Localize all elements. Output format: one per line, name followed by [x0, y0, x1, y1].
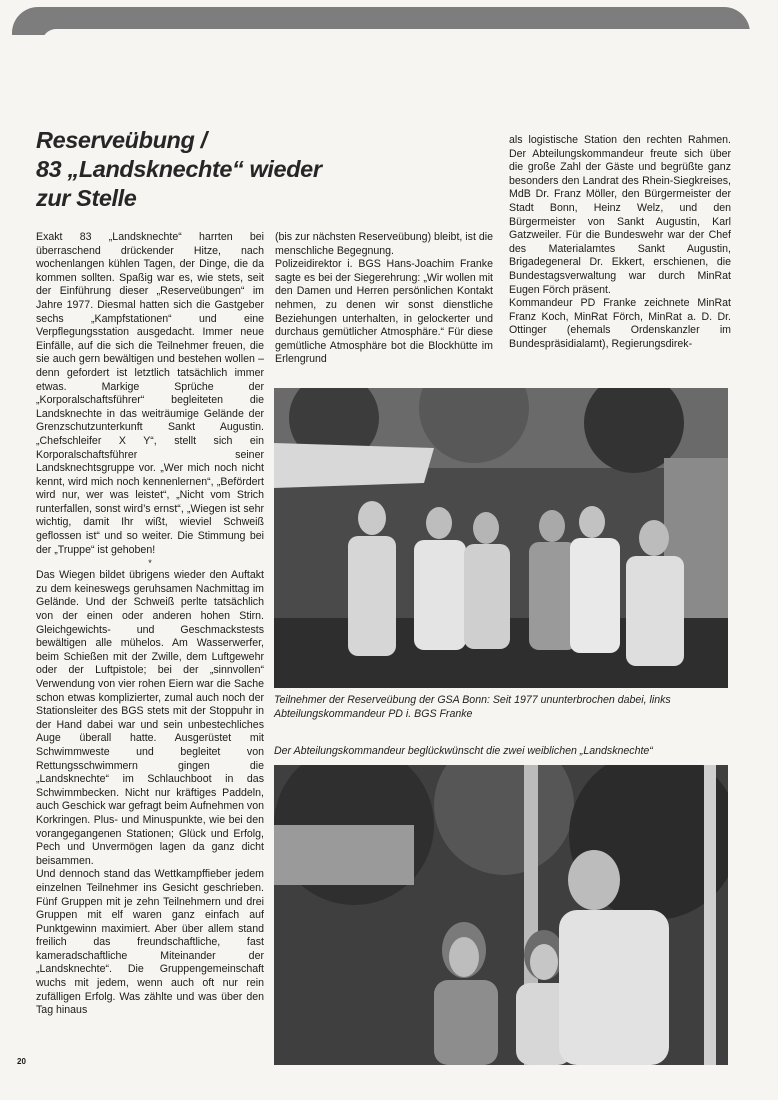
paragraph: Kommandeur PD Franke zeichnete MinRat Franz Koch, MinRat Förch, MinRat a. D. Dr. Ottinger (ehemals Ordenskanzler im Bundespräsidialamt), Regierungsdirek-	[509, 297, 731, 350]
title-line-3: zur Stelle	[36, 185, 137, 211]
article-column-3	[509, 134, 731, 352]
title-line-2: 83 „Landsknechte“ wieder	[36, 156, 322, 182]
section-separator: *	[148, 558, 152, 569]
photo-caption-2: Der Abteilungskommandeur beglückwünscht die zwei weiblichen „Landsknechte“	[274, 745, 653, 757]
article-title	[36, 126, 416, 213]
paragraph: Und dennoch stand das Wettkampffieber jedem einzelnen Teilnehmer ins Gesicht geschrieben. Fünf Gruppen mit je zehn Teilnehmern und drei Gruppen mit elf waren ganz einfach auf Punktgewinn maximiert. Aber über allem stand freilich das freundschaftliche, fast kameradschaftliche Miteinander der „Landsknechte“. Die Gruppengemeinschaft wuchs mit jedem, wenn auch oft nur rein zufälligen Erfolg. Was zählte und was über den Tag hinaus	[36, 868, 264, 1017]
paragraph: (bis zur nächsten Reserveübung) bleibt, ist die menschliche Begegnung.	[275, 231, 493, 257]
title-line-1: Reserveübung /	[36, 127, 207, 153]
photo-group-participants	[274, 388, 728, 688]
photo-caption-1: Teilnehmer der Reserveübung der GSA Bonn: Seit 1977 ununterbrochen dabei, links Abteilungskommandeur PD i. BGS Franke	[274, 694, 671, 720]
page-number: 20	[17, 1057, 26, 1066]
paragraph: Das Wiegen bildet übrigens wieder den Auftakt zu dem keineswegs geruhsamen Nachmittag im Gelände. Und der Schweiß perlte tatsächlich von der einen oder anderen hohen Stirn. Gleichgewichts- und Geschmackstests bewältigen alle mühelos. Am Wasserwerfer, beim Schießen mit der Zwille, dem Luftgewehr oder der Luftpistole; bei der „sinnvollen“ Verwendung von vier rohen Eiern war die Sache schon etwas komplizierter, zumal auch noch der Stationsleiter des BGS stets mit der Stoppuhr in der Hand dabei war und sein unbestechliches Auge überall hatte. Ausgerüstet mit Schwimmweste und begleitet von Rettungsschwimmern gingen die „Landsknechte“ im Schlauchboot in das Schwimmbecken. Nicht nur kräftiges Paddeln, auch Geschick war gefragt beim Aufnehmen von Korkringen. Plus- und Minuspunkte, wie bei den vorangegangenen Stationen; Glück und Erfolg, Pech und Unvermögen lagen da ganz dicht beisammen.	[36, 569, 264, 867]
paragraph: als logistische Station den rechten Rahmen. Der Abteilungskommandeur freute sich über die große Zahl der Gäste und begrüßte ganz besonders den Landrat des Rhein-Siegkreises, MdB Dr. Franz Möller, den Bürgermeister der Stadt Bonn, Heinz Welz, und den Bürgermeister von Sankt Augustin, Karl Gatzweiler. Für die Bundeswehr war der Chef des Materialamtes Sankt Augustin, Brigadegeneral Dr. Ekkert, erschienen, die Bundestagsverwaltung war durch MinRat Eugen Förch präsent.	[509, 134, 731, 296]
page-header-bar-cutout	[42, 29, 750, 43]
photo-group-illustration	[274, 388, 728, 688]
paragraph: Polizeidirektor i. BGS Hans-Joachim Franke sagte es bei der Siegerehrung: „Wir wollen mit den Damen und Herren persönlichen Kontakt nehmen, zu denen wir sonst dienstliche Beziehungen unterhalten, in gelockerter und durchaus gemütlicher Atmosphäre.“ Für diese gemütliche Atmosphäre bot die Blockhütte im Erlengrund	[275, 258, 493, 366]
photo-congratulation-illustration	[274, 765, 728, 1065]
article-column-2	[275, 231, 493, 367]
page-header-bar	[12, 7, 750, 35]
article-column-1	[36, 231, 264, 1018]
photo-women-congratulated	[274, 765, 728, 1065]
paragraph: Exakt 83 „Landsknechte“ harrten bei überraschend drückender Hitze, nach wochenlangen kühlen Tagen, der Dinge, die da kommen sollten. Spaßig war es, wie stets, seit der Einführung dieser „Reserveübungen“ im Jahre 1977. Diesmal hatten sich die Gastgeber sechs „Kampfstationen“ und eine Verpflegungsstation ausgedacht. Immer neue Einfälle, auf die sich die Teilnehmer freuen, die sie auch gern bewältigen und bestehen wollen – denn gefordert ist letztlich tatsächlich immer etwas. Markige Sprüche der „Korporalschaftsführer“ begleiteten die Landsknechte in das weiträumige Gelände der Grenzschutzunterkunft Sankt Augustin. „Chefschleifer X Y“, stellt sich ein Korporalschaftsführer seiner Landsknechtsgruppe vor. „Wer mich noch nicht kennt, wird mich noch kennenlernen“, „Befördert wird nur, wer was leistet“, „Nicht vom Strich runterfallen, sonst wird’s ernst“, „Wiegen ist sehr wichtig, damit Ihr wißt, wieviel Schweiß geflossen ist“ und so weiter. Die Stimmung bei der „Truppe“ ist gehoben!	[36, 231, 264, 556]
